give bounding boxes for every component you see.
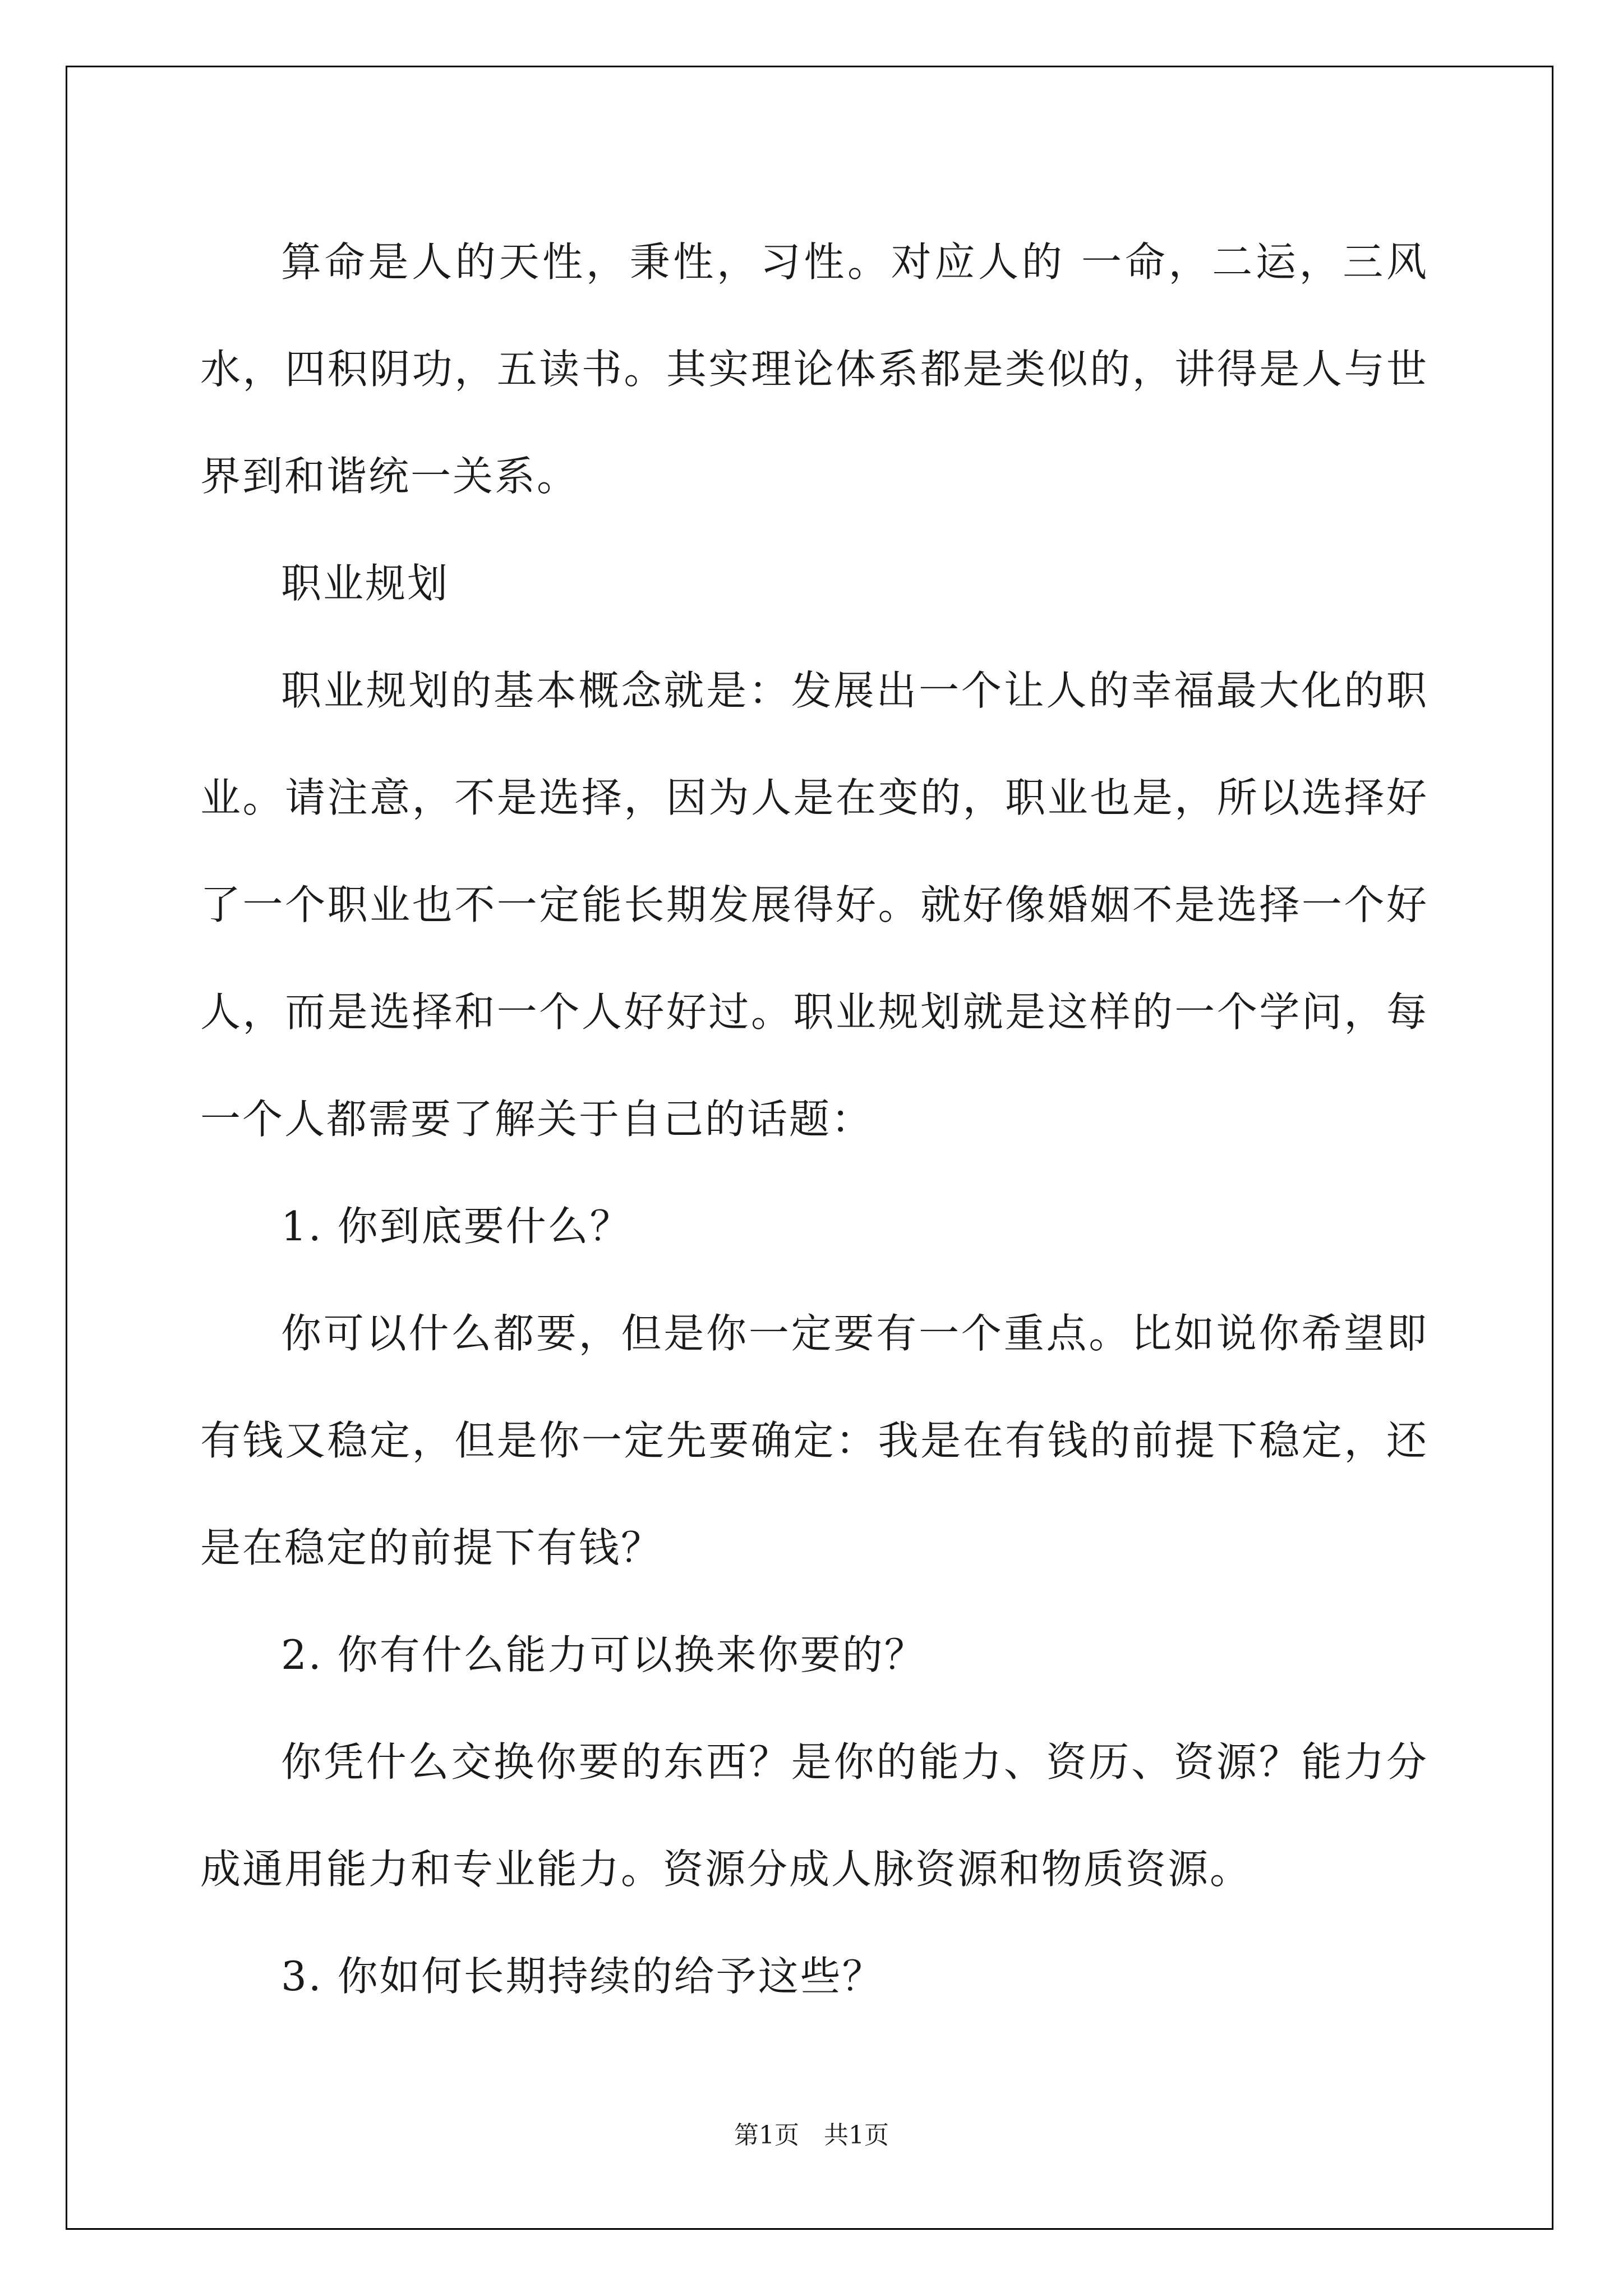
paragraph-intro: 算命是人的天性，秉性，习性。对应人的 一命，二运，三风水，四积阴功，五读书。其实理论体系都是类似的，讲得是人与世界到和谐统一关系。 (200, 238, 1428, 500)
document-body (200, 209, 1428, 2030)
page-footer: 第1页 共1页 (734, 2121, 889, 2150)
list-item-question-3: 3. 你如何长期持续的给予这些？ (281, 1953, 884, 2000)
list-item-question-1: 1. 你到底要什么？ (281, 1203, 632, 1250)
section-heading-career-planning: 职业规划 (281, 560, 450, 607)
list-item-question-2: 2. 你有什么能力可以换来你要的？ (281, 1631, 926, 1678)
paragraph-answer-1: 你可以什么都要，但是你一定要有一个重点。比如说你希望即有钱又稳定，但是你一定先要确定：我是在有钱的前提下稳定，还是在稳定的前提下有钱？ (200, 1310, 1428, 1571)
paragraph-answer-2: 你凭什么交换你要的东西？是你的能力、资历、资源？能力分成通用能力和专业能力。资源分成人脉资源和物质资源。 (200, 1738, 1428, 1893)
paragraph-career-definition: 职业规划的基本概念就是：发展出一个让人的幸福最大化的职业。请注意，不是选择，因为人是在变的，职业也是，所以选择好了一个职业也不一定能长期发展得好。就好像婚姻不是选择一个好人，而是选择和一个人好好过。职业规划就是这样的一个学问，每一个人都需要了解关于自己的话题： (200, 667, 1428, 1143)
